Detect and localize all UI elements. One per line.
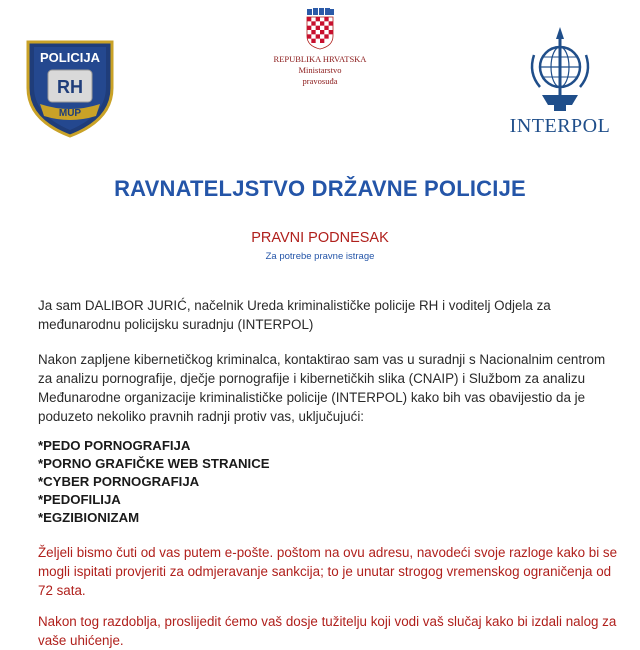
notice-paragraph: Nakon zapljene kibernetičkog kriminalca, kontaktirao sam vas u suradnji s Nacionalnim centrom za analizu pornografije, dječje pornografije i kibernetičkih slika (CNAIP) i Službom za analizu Međunarodne organizacije kriminalističke policije (INTERPOL) kako bih vas obavijestio da je poduzeto nekoliko pravnih radnji protiv vas, uključujući:	[38, 352, 606, 424]
badge-mid-text: RH	[57, 77, 83, 97]
badge-top-text: POLICIJA	[40, 50, 100, 65]
interpol-logo	[490, 25, 630, 137]
document-note: Za potrebe pravne istrage	[265, 251, 375, 262]
deadline-paragraph: Željeli bismo čuti od vas putem e-pošte. poštom na ovu adresu, navodeći svoje razloge kako bi se mogli ispitati provjeriti za odmjeravanje sankcija; to je unutar strogog vremenskog ograničenja od 72 sata.	[38, 545, 618, 598]
list-item: *CYBER PORNOGRAFIJA	[38, 474, 200, 489]
list-item: *EGZIBIONIZAM	[38, 510, 140, 525]
interpol-wordmark: INTERPOL	[509, 115, 611, 137]
page-title: RAVNATELJSTVO DRŽAVNE POLICIJE	[114, 176, 526, 201]
intro-paragraph: Ja sam DALIBOR JURIĆ, načelnik Ureda kriminalističke policije RH i voditelj Odjela za međunarodnu policijsku suradnju (INTERPOL)	[38, 298, 551, 332]
croatian-coat-of-arms-icon	[305, 8, 335, 50]
police-badge-logo	[22, 32, 118, 140]
ministry-line-2: Ministarstvo	[298, 65, 342, 75]
police-badge-icon	[22, 32, 118, 140]
ministry-crest	[250, 8, 390, 87]
warning-paragraph: Nakon tog razdoblja, proslijedit ćemo vaš dosje tužitelju koji vodi vaš slučaj kako bi izdali nalog za vaše uhićenje.	[38, 614, 617, 648]
list-item: *PEDO PORNOGRAFIJA	[38, 438, 191, 453]
badge-bottom-text: MUP	[58, 108, 82, 119]
document-subtitle: PRAVNI PODNESAK	[251, 230, 389, 246]
charges-list	[38, 437, 270, 527]
list-item: *PEDOFILIJA	[38, 492, 121, 507]
interpol-emblem-icon	[520, 25, 600, 115]
ministry-name	[250, 54, 390, 87]
ministry-line-1: REPUBLIKA HRVATSKA	[273, 54, 367, 64]
ministry-line-3: pravosuđa	[302, 76, 338, 86]
list-item: *PORNO GRAFIČKE WEB STRANICE	[38, 456, 270, 471]
